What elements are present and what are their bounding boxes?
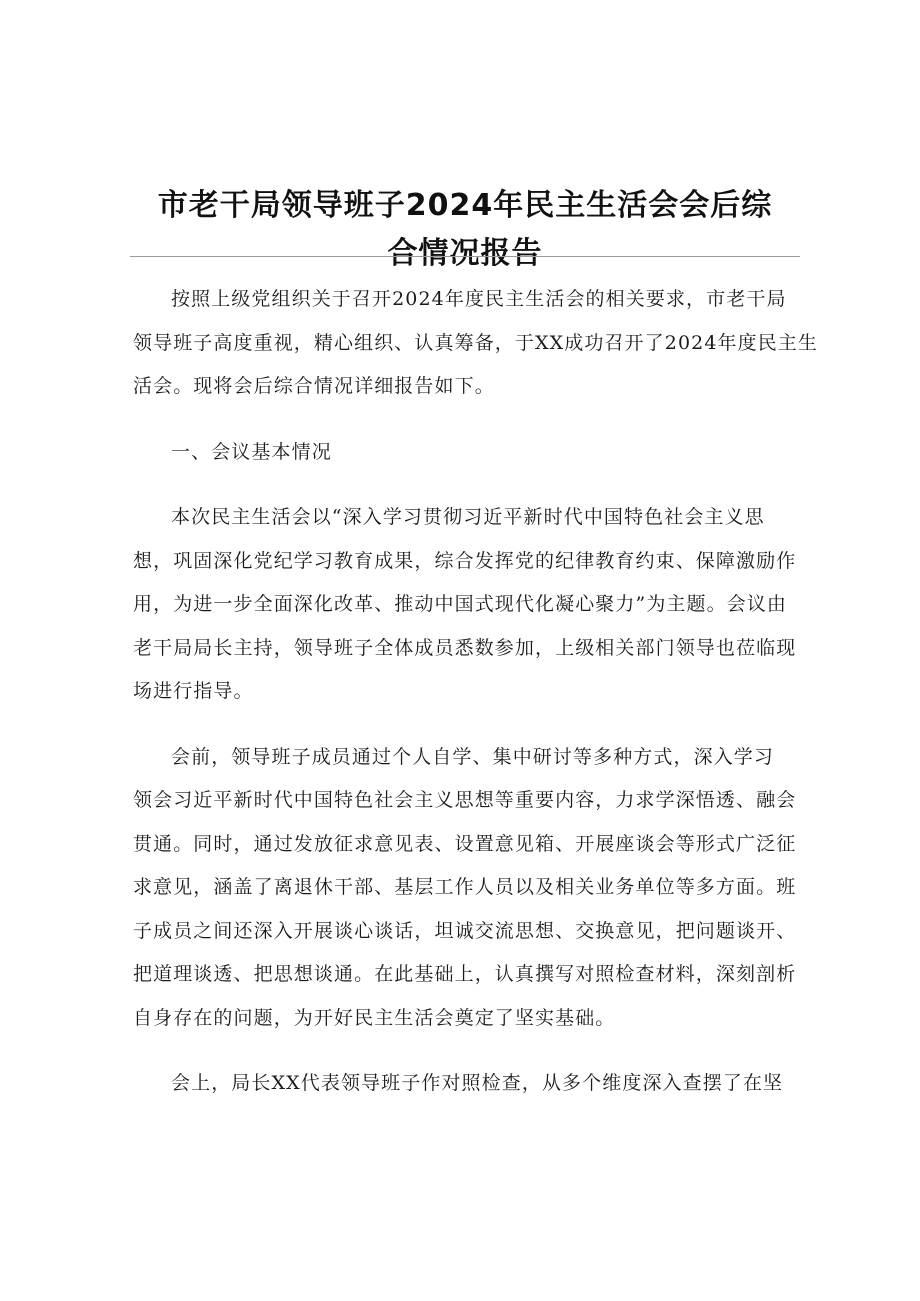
paragraph-line: 求意见，涵盖了离退休干部、基层工作人员以及相关业务单位等多方面。班: [133, 876, 797, 898]
section-heading-text: 一、会议基本情况: [171, 440, 332, 463]
meeting-paragraph: [133, 1062, 795, 1106]
paragraph-line: 子成员之间还深入开展谈心谈话，坦诚交流思想、交换意见，把问题谈开、: [133, 919, 797, 942]
paragraph-line: 把道理谈透、把思想谈通。在此基础上，认真撰写对照检查材料，深刻剖析: [133, 963, 797, 985]
paragraph-line: 老干局局长主持，领导班子全体成员悉数参加，上级相关部门领导也莅临现: [133, 636, 797, 659]
document-title-line: 市老干局领导班子2024年民主生活会会后综: [157, 188, 773, 224]
paragraph-line: 贯通。同时，通过发放征求意见表、设置意见箱、开展座谈会等形式广泛征: [133, 832, 797, 855]
document-title: [130, 182, 800, 278]
document-body: [133, 278, 819, 1128]
paragraph-line: 领会习近平新时代中国特色社会主义思想等重要内容，力求学深悟透、融会: [133, 789, 797, 811]
intro-paragraph: [133, 278, 819, 409]
paragraph-line: 自身存在的问题，为开好民主生活会奠定了坚实基础。: [133, 1006, 616, 1029]
paragraph-line: 场进行指导。: [133, 680, 254, 702]
preparation-paragraph: [133, 736, 795, 1041]
paragraph-line: 本次民主生活会以“深入学习贯彻习近平新时代中国特色社会主义思: [171, 506, 765, 528]
meeting-theme-paragraph: [133, 496, 795, 714]
paragraph-line: 按照上级党组织关于召开2024年度民主生活会的相关要求，市老干局: [171, 288, 787, 310]
paragraph-line: 活会。现将会后综合情况详细报告如下。: [133, 375, 495, 397]
paragraph-line: 想，巩固深化党纪学习教育成果，综合发挥党的纪律教育约束、保障激励作: [133, 549, 797, 572]
paragraph-line: 会上，局长XX代表领导班子作对照检查，从多个维度深入查摆了在坚: [171, 1072, 784, 1094]
paragraph-line: 会前，领导班子成员通过个人自学、集中研讨等多种方式，深入学习: [171, 745, 775, 768]
paragraph-line: 用，为进一步全面深化改革、推动中国式现代化凝心聚力”为主题。会议由: [133, 593, 788, 615]
section-heading: [133, 431, 795, 475]
document-title-line: 合情况报告: [387, 236, 543, 272]
paragraph-line: 领导班子高度重视，精心组织、认真筹备，于XX成功召开了2024年度民主生: [133, 331, 819, 354]
title-divider: [130, 256, 800, 257]
